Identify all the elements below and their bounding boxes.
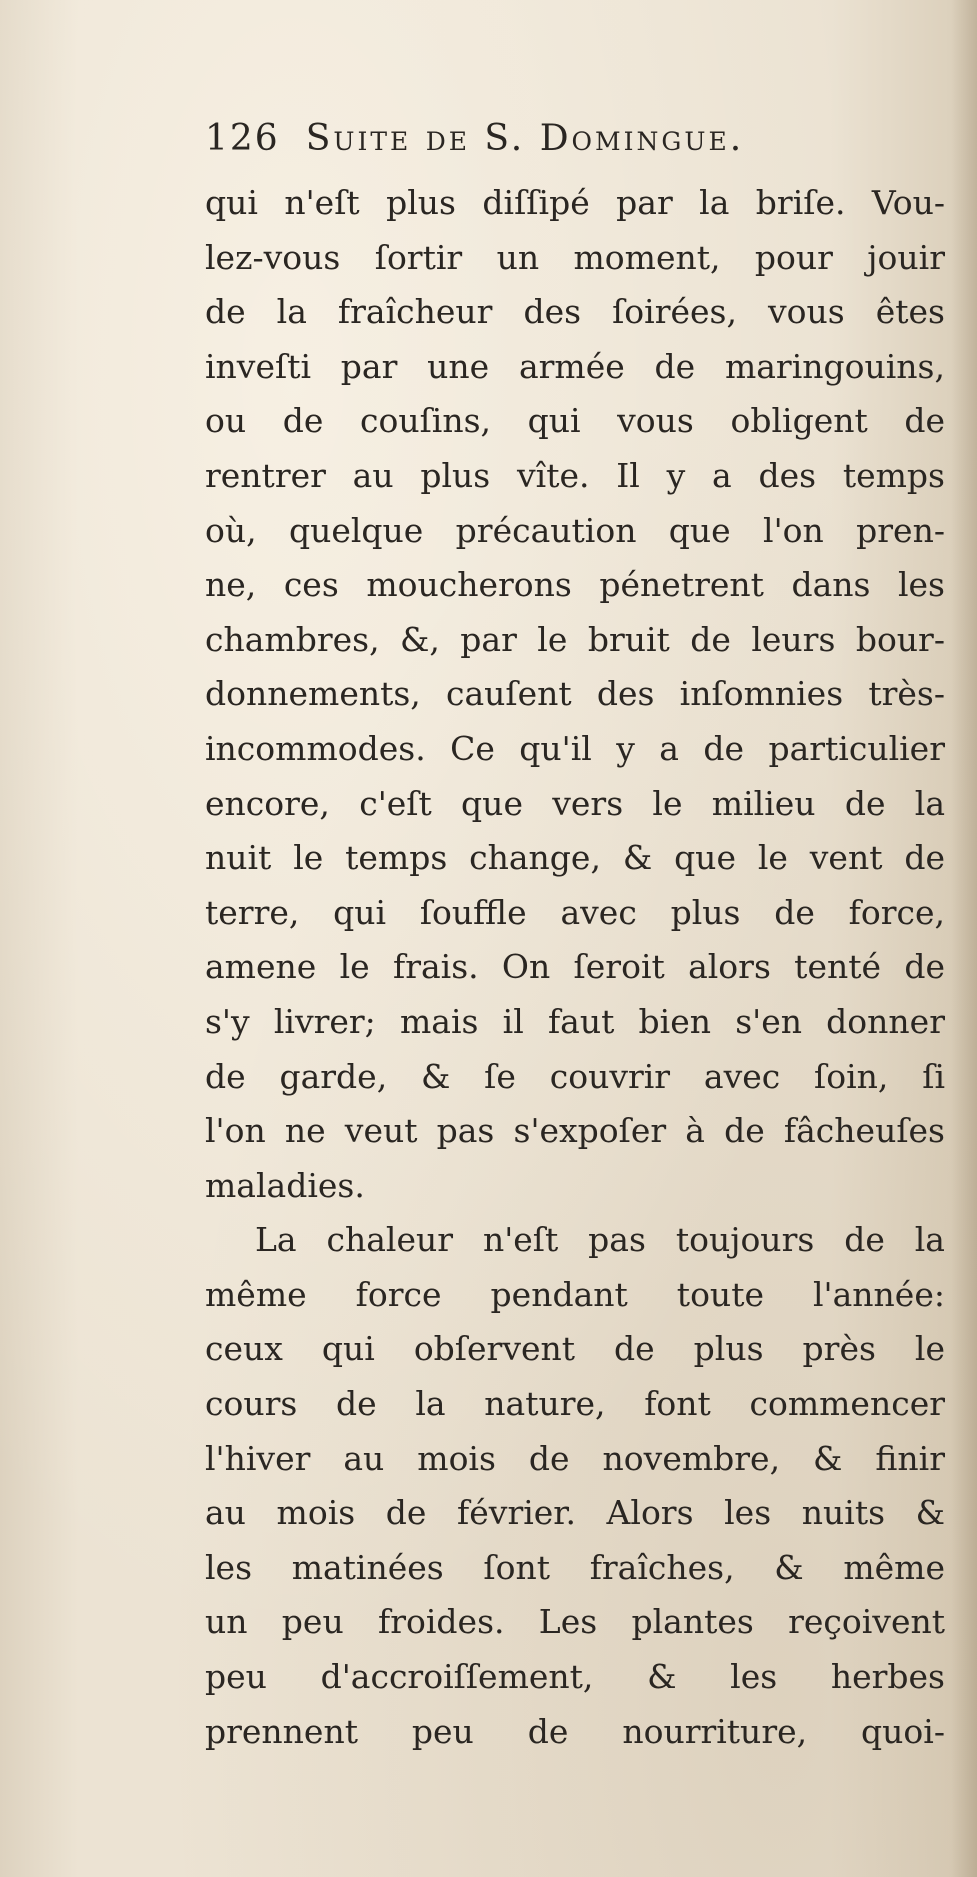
text-line: l'hiver au mois de novembre, & finir [205,1438,945,1478]
text-line: les matinées ſont fraîches, & même [205,1547,945,1587]
page-number: 126 [205,118,280,159]
text-line: amene le frais. On ſeroit alors tenté de [205,947,945,987]
page-edge-shadow [951,0,977,1877]
text-line: l'on ne veut pas s'expoſer à de fâcheuſes [205,1111,945,1151]
text-line: terre, qui ſouffle avec plus de force, [205,892,945,932]
text-line: qui n'eſt plus diſſipé par la briſe. Vou- [205,183,945,222]
text-line: inveſti par une armée de maringouins, [205,346,945,386]
text-line: ou de couſins, qui vous obligent de [205,401,945,441]
text-line: maladies. [205,1165,365,1205]
text-line: cours de la nature, font commencer [205,1384,945,1424]
running-head [205,118,945,168]
page-text-block [205,118,945,1759]
text-line: ne, ces moucherons pénetrent dans les [205,565,945,605]
text-line: encore, c'eſt que vers le milieu de la [205,783,945,823]
text-line: où, quelque précaution que l'on pren- [205,510,945,550]
text-line: au mois de février. Alors les nuits & [205,1493,945,1533]
text-line: incommodes. Ce qu'il y a de particulier [205,728,945,768]
running-head-title: Suite de S. Domingue. [305,118,745,159]
text-line: prennent peu de nourriture, quoi- [205,1711,945,1751]
text-line: lez-vous ſortir un moment, pour jouir [205,237,945,277]
text-line: même force pendant toute l'année: [205,1274,945,1314]
text-line: un peu froides. Les plantes reçoivent [205,1602,945,1642]
text-line: donnements, cauſent des inſomnies très- [205,674,945,714]
paragraph-start-line: La chaleur n'eſt pas toujours de la [255,1220,945,1260]
text-line: de garde, & ſe couvrir avec ſoin, ſi [205,1056,945,1096]
text-line: ceux qui obſervent de plus près le [205,1329,945,1369]
text-line: chambres, &, par le bruit de leurs bour- [205,619,945,659]
text-line: s'y livrer; mais il faut bien s'en donner [205,1001,945,1041]
text-line: de la fraîcheur des ſoirées, vous êtes [205,292,945,332]
text-line: nuit le temps change, & que le vent de [205,838,945,878]
text-line: rentrer au plus vîte. Il y a des temps [205,455,945,495]
text-line: peu d'accroiſſement, & les herbes [205,1657,945,1697]
